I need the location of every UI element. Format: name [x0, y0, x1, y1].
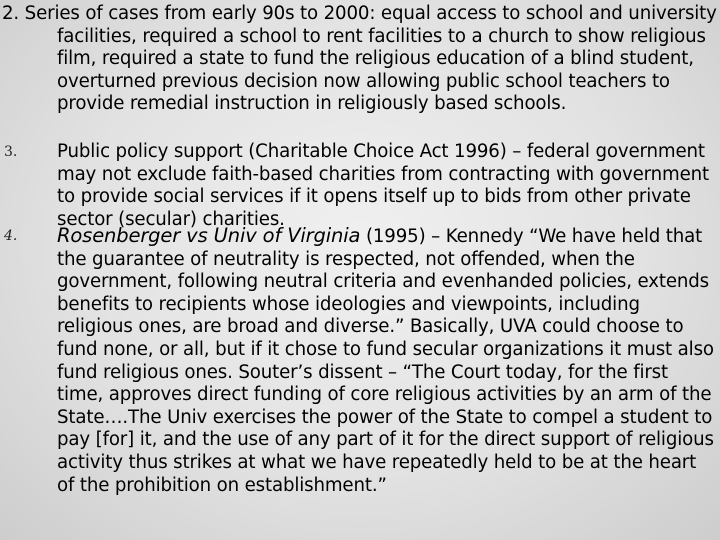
list-item-4-number: 4. — [4, 228, 18, 244]
list-item-4-text: (1995) – Kennedy “We have held that the guarantee of neutrality is respected, not offended, when the government, following neutral criteria and evenhanded policies, extends benefits to recipients whose ideologies and viewpoints, including religious ones, are broad and diverse.” Basically, UVA could choose to fund none, or all, but if it chose to fund secular organizations it must also fund religious ones. Souter’s dissent – “The Court today, for the first time, approves direct funding of core religious activities by an arm of the State….The Univ exercises the power of the State to compel a student to pay [for] it, and the use of any part of it for the direct support of religious activity thus strikes at what we have repeatedly held to be at the heart of the prohibition on establishment.” — [57, 226, 714, 496]
list-item-3-number: 3. — [4, 144, 18, 160]
list-item-4 — [2, 225, 718, 497]
list-item-2 — [2, 3, 718, 116]
list-item-3-text: Public policy support (Charitable Choice Act 1996) – federal government may not exclude faith-based charities from contracting with government to provide social services if it opens itself up to bids from other private sector (secular) charities. — [57, 141, 710, 230]
list-item-2-text: 2. Series of cases from early 90s to 2000: equal access to school and university facilities, required a school to rent facilities to a church to show religious film, required a state to fund the religious education of a blind student, overturned previous decision now allowing public school teachers to provide remedial instruction in religiously based schools. — [2, 3, 717, 115]
list-item-4-body — [2, 225, 718, 497]
list-item-3 — [2, 141, 718, 231]
case-name: Rosenberger vs Univ of Virginia — [57, 224, 361, 247]
